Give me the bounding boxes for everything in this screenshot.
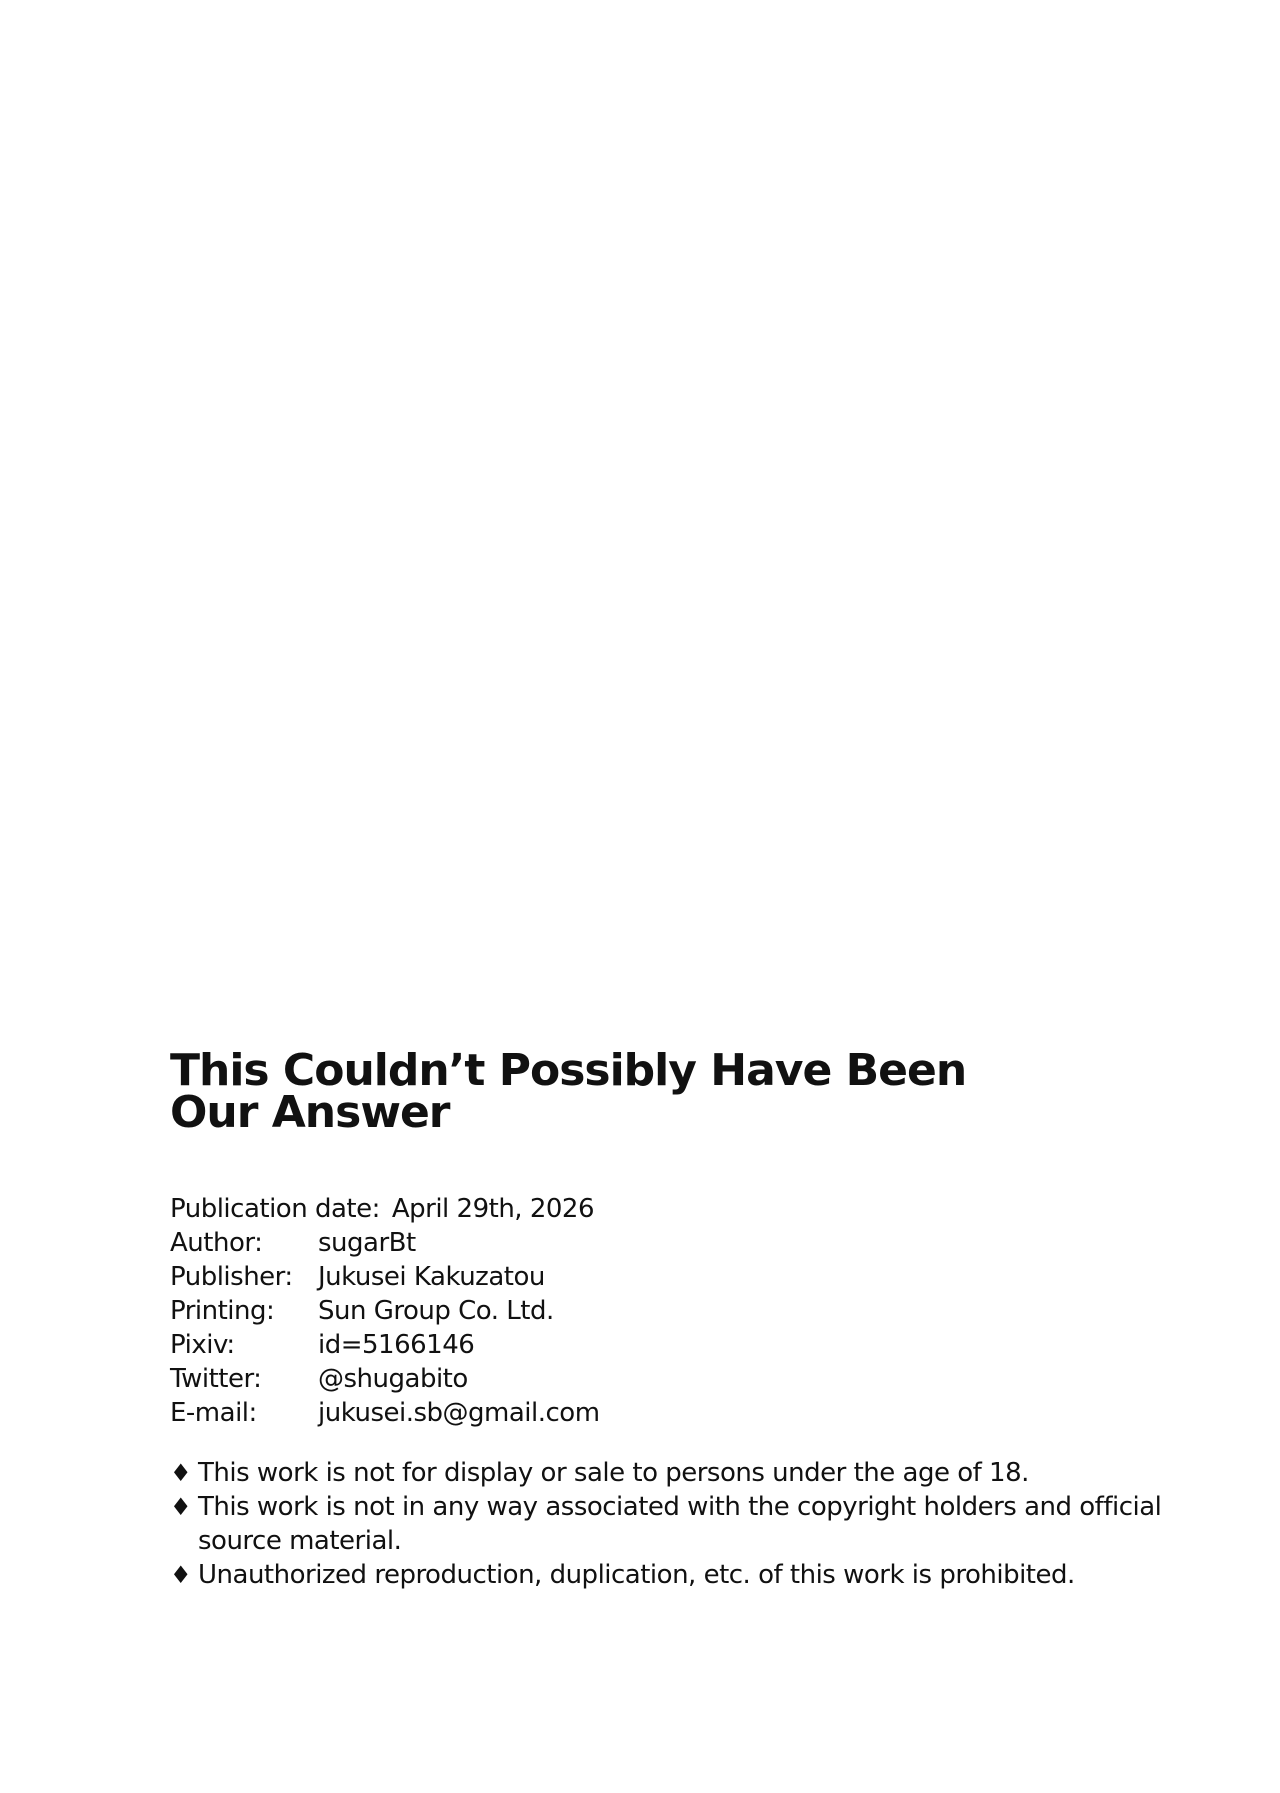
publication-info [170,1192,1230,1430]
notice-text: Unauthorized reproduction, duplication, etc. of this work is prohibited. [198,1560,1075,1590]
info-value: jukusei.sb@gmail.com [318,1398,600,1428]
info-key: Printing: [170,1296,275,1326]
info-key: Pixiv: [170,1330,235,1360]
info-row-email [170,1396,1230,1430]
book-title-line-1: This Couldn’t Possibly Have Been [170,1045,967,1096]
info-row-twitter [170,1362,1230,1396]
notice-text: This work is not for display or sale to persons under the age of 18. [198,1458,1029,1488]
book-title [170,1045,1230,1138]
info-key: E-mail: [170,1398,257,1428]
notice-not-associated [170,1490,1230,1558]
info-key: Twitter: [170,1364,262,1394]
info-row-printing [170,1294,1230,1328]
info-value: Sun Group Co. Ltd. [318,1296,554,1326]
info-key: Publication date: [170,1194,380,1224]
info-value: Jukusei Kakuzatou [318,1262,545,1292]
diamond-bullet-icon: ♦ [170,1493,192,1521]
info-value: sugarBt [318,1228,416,1258]
notice-text: This work is not in any way associated with the copyright holders and official source material. [198,1492,1162,1556]
info-key: Publisher: [170,1262,293,1292]
info-key: Author: [170,1228,263,1258]
info-row-publication-date [170,1192,1230,1226]
book-title-line-2: Our Answer [170,1087,450,1138]
info-row-pixiv [170,1328,1230,1362]
info-row-author [170,1226,1230,1260]
info-value: id=5166146 [318,1330,475,1360]
info-value: @shugabito [318,1364,468,1394]
diamond-bullet-icon: ♦ [170,1459,192,1487]
colophon [170,1045,1230,1592]
notice-age-restriction [170,1456,1230,1490]
notices [170,1456,1230,1592]
diamond-bullet-icon: ♦ [170,1561,192,1589]
info-value: April 29th, 2026 [391,1194,594,1224]
info-row-publisher [170,1260,1230,1294]
notice-reproduction-prohibited [170,1558,1230,1592]
